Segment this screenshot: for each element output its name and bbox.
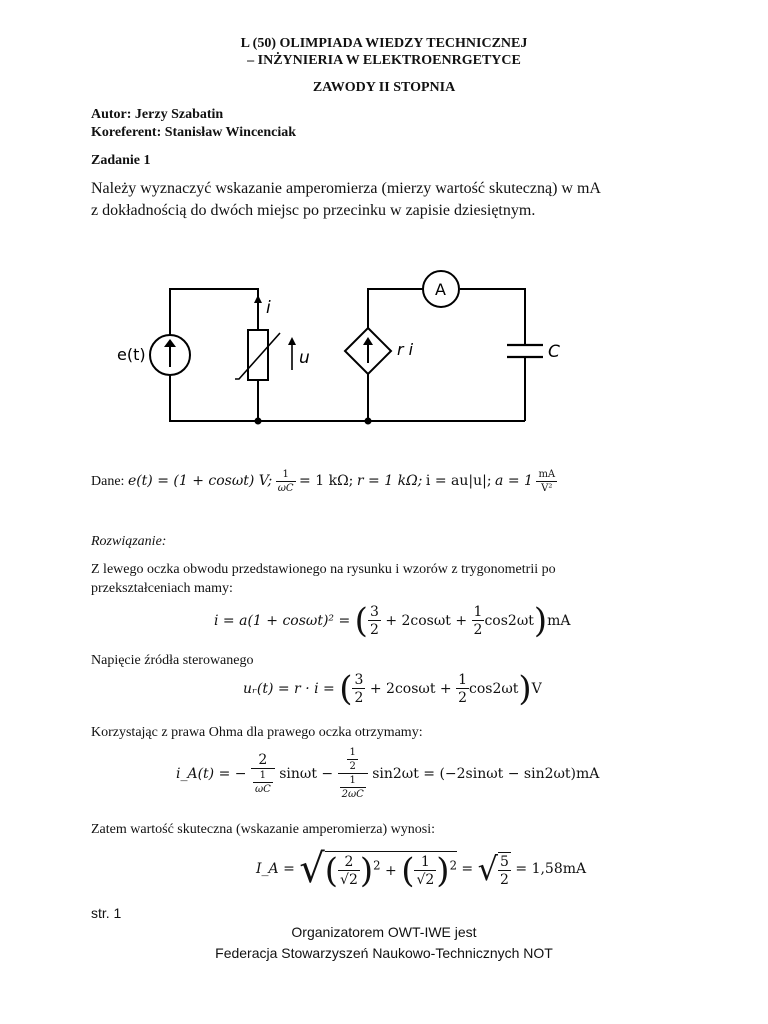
- eq3-frac-half-over-2wC: $\frac{\frac{1}{2}}{\frac{1}{2\omega C}}$: [338, 748, 368, 800]
- voltage-arrow-icon: [288, 337, 296, 370]
- eq1-frac-3-2: $\frac{3}{2}$: [369, 604, 379, 638]
- task-title: Zadanie 1: [91, 153, 151, 168]
- solution-p1-line1: Z lewego oczka obwodu przedstawionego na rysunku i wzorów z trygonometrii po: [91, 562, 556, 577]
- given-cap: = 1 kΩ;: [299, 473, 354, 490]
- header-line-1: L (50) OLIMPIADA WIEDZY TECHNICZNEJ: [240, 36, 528, 51]
- node-left: [255, 418, 262, 425]
- eq2-frac-1-2: $\frac{1}{2}$: [458, 672, 467, 706]
- equation-3: [176, 748, 599, 800]
- current-arrow-icon: [254, 295, 262, 315]
- solution-p4: Zatem wartość skuteczna (wskazanie amperomierza) wynosi:: [91, 822, 436, 837]
- capacitor-label: C: [548, 342, 560, 362]
- task-line-1: Należy wyznaczyć wskazanie amperomierza (mierzy wartość skuteczną) w mA: [91, 180, 601, 197]
- author: Autor: Jerzy Szabatin: [91, 107, 224, 122]
- given-label: Dane:: [91, 474, 125, 490]
- controlled-source-label: r i: [397, 340, 414, 359]
- footer-org-line-2: Federacja Stowarzyszeń Naukowo-Technicznych NOT: [215, 945, 553, 961]
- wire-top-left: [170, 289, 258, 335]
- wire-top-right: [460, 289, 525, 345]
- footer-org-line-1: Organizatorem OWT-IWE jest: [291, 924, 477, 940]
- given-a: a = 1: [495, 473, 533, 490]
- eq3-sin2: sin2ωt = (−2sinωt − sin2ωt)mA: [372, 766, 600, 782]
- eq1-frac-1-2: $\frac{1}{2}$: [473, 604, 483, 638]
- voltage-label: u: [299, 348, 310, 368]
- given-r: r = 1 kΩ;: [356, 473, 423, 490]
- solution-p2: Napięcie źródła sterowanego: [91, 653, 254, 668]
- header-line-2: – INŻYNIERIA W ELEKTROENRGETYCE: [247, 53, 521, 68]
- wire-top-middle: [368, 289, 423, 328]
- eq3-lhs: i_A(t) = −: [176, 766, 247, 782]
- nonlinear-resistor-icon: [235, 330, 280, 380]
- controlled-source-icon: [345, 328, 391, 374]
- coreferent: Koreferent: Stanisław Wincenciak: [91, 125, 297, 140]
- eq1-mid: + 2cosωt +: [385, 613, 468, 629]
- source-label: e(t): [117, 345, 146, 364]
- eq1-unit: mA: [547, 613, 571, 629]
- wire-bottom-left: [170, 375, 368, 421]
- ammeter-label: A: [435, 280, 446, 299]
- eq3-sin1: sinωt −: [279, 766, 334, 782]
- task-line-2: z dokładnością do dwóch miejsc po przecinku w zapisie dziesiętnym.: [91, 202, 536, 219]
- equation-2: uᵣ(t) = r · i = ( $\frac{3}{2}$ + 2cosωt + $\frac{1}{2}$ cos2ωt)V: [243, 669, 542, 709]
- eq3-frac-2-over-1-wC: $\frac{2}{\frac{1}{\omega C}}$: [251, 753, 275, 795]
- eq2-mid: + 2cosωt +: [369, 681, 452, 697]
- given-data: [91, 470, 557, 494]
- circuit-diagram: [95, 255, 590, 435]
- capacitor-icon: [507, 345, 543, 357]
- eq1-lhs: i = a(1 + cosωt)² =: [214, 613, 351, 629]
- page-number: str. 1: [91, 905, 122, 921]
- eq4-result: = 1,58mA: [515, 861, 587, 877]
- current-label: i: [266, 298, 271, 318]
- eq2-end: cos2ωt: [469, 681, 519, 697]
- voltage-source-icon: [150, 335, 190, 375]
- solution-p1-line2: przekształceniach mamy:: [91, 581, 233, 596]
- node-right: [365, 418, 372, 425]
- eq1-end: cos2ωt: [484, 613, 534, 629]
- equation-4: I_A = √( $\frac{2}{√2}$ )$^2$ + ( $\frac{1}{√2}$ )$^2$ = √ $\frac{5}{2}$ = 1,58mA: [256, 846, 587, 892]
- eq4-lhs: I_A =: [256, 861, 295, 877]
- stage-title: ZAWODY II STOPNIA: [312, 80, 456, 95]
- eq2-unit: V: [531, 681, 542, 697]
- given-cap-fraction: $\frac{1}{\omega C}$: [277, 469, 294, 494]
- solution-p3: Korzystając z prawa Ohma dla prawego oczka otrzymamy:: [91, 725, 423, 740]
- given-e: e(t) = (1 + cosωt) V;: [127, 473, 273, 490]
- eq2-frac-3-2: $\frac{3}{2}$: [354, 672, 364, 706]
- equation-1: i = a(1 + cosωt)² = ( $\frac{3}{2}$ + 2cosωt + $\frac{1}{2}$ cos2ωt)mA: [214, 601, 571, 641]
- given-i-law: i = au|u|;: [425, 473, 492, 490]
- solution-heading: Rozwiązanie:: [91, 534, 167, 549]
- given-a-unit: $\frac{mA}{\text{V²}}$: [538, 469, 556, 494]
- eq2-lhs: uᵣ(t) = r · i =: [243, 681, 335, 697]
